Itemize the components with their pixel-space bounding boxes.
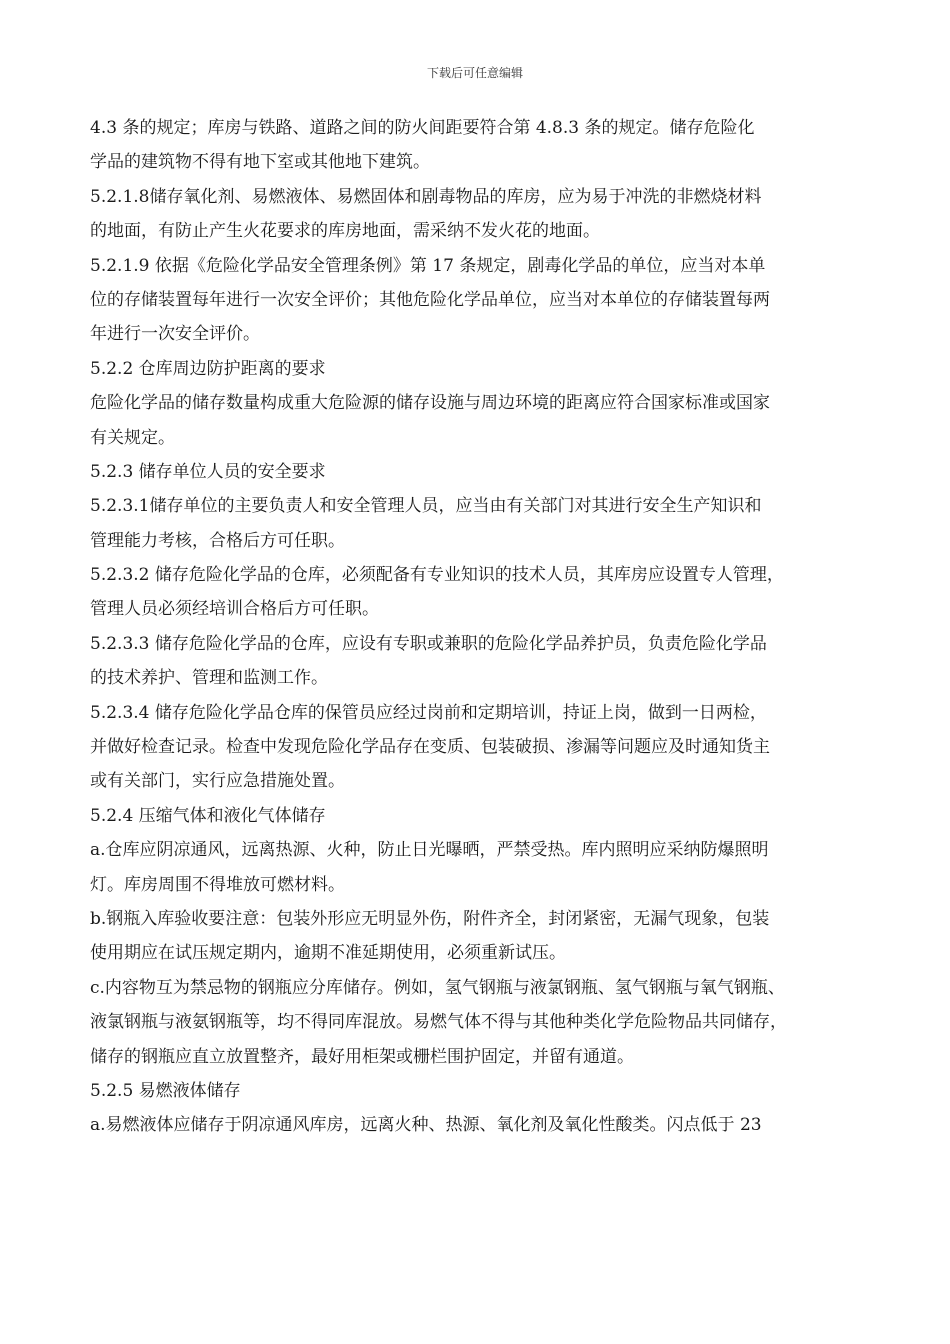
section-heading: 5.2.5 易燃液体储存: [90, 1080, 241, 1101]
text-line: 有关规定。: [90, 427, 175, 448]
text-line: 5.2.1.9 依据《危险化学品安全管理条例》第 17 条规定，剧毒化学品的单位，应当对本单: [90, 255, 766, 276]
text-line: 使用期应在试压规定期内，逾期不准延期使用，必须重新试压。: [90, 943, 566, 964]
text-line: 或有关部门，实行应急措施处置。: [90, 771, 345, 792]
section-heading: 5.2.2 仓库周边防护距离的要求: [90, 358, 326, 379]
text-line: 管理能力考核，合格后方可任职。: [90, 530, 345, 551]
text-line: c.内容物互为禁忌物的钢瓶应分库储存。例如，氢气钢瓶与液氯钢瓶、氢气钢瓶与氧气钢瓶、: [90, 977, 785, 998]
text-line: 并做好检查记录。检查中发现危险化学品存在变质、包装破损、渗漏等问题应及时通知货主: [90, 737, 770, 758]
text-line: 灯。库房周围不得堆放可燃材料。: [90, 874, 345, 895]
text-line: 5.2.3.4 储存危险化学品仓库的保管员应经过岗前和定期培训，持证上岗，做到一日两检，: [90, 702, 767, 723]
text-line: a.仓库应阴凉通风，远离热源、火种，防止日光曝晒，严禁受热。库内照明应采纳防爆照明: [90, 840, 769, 861]
text-line: 5.2.1.8储存氧化剂、易燃液体、易燃固体和剧毒物品的库房，应为易于冲洗的非燃烧材料: [90, 186, 762, 207]
text-line: 4.3 条的规定；库房与铁路、道路之间的防火间距要符合第 4.8.3 条的规定。储存危险化: [90, 118, 755, 138]
text-line: 5.2.3.3 储存危险化学品的仓库，应设有专职或兼职的危险化学品养护员，负责危险化学品: [90, 633, 767, 654]
text-line: 年进行一次安全评价。: [90, 324, 260, 345]
text-line: 的地面，有防止产生火花要求的库房地面，需采纳不发火花的地面。: [90, 221, 600, 242]
section-heading: 5.2.4 压缩气体和液化气体储存: [90, 805, 326, 826]
section-heading: 5.2.3 储存单位人员的安全要求: [90, 461, 326, 482]
text-line: 管理人员必须经培训合格后方可任职。: [90, 599, 379, 620]
document-body: [90, 111, 870, 1143]
text-line: a.易燃液体应储存于阴凉通风库房，远离火种、热源、氧化剂及氧化性酸类。闪点低于 23: [90, 1115, 762, 1136]
text-line: 位的存储装置每年进行一次安全评价；其他危险化学品单位，应当对本单位的存储装置每两: [90, 289, 770, 310]
text-line: 5.2.3.1储存单位的主要负责人和安全管理人员，应当由有关部门对其进行安全生产知识和: [90, 496, 762, 517]
text-line: 液氯钢瓶与液氨钢瓶等，均不得同库混放。易燃气体不得与其他种类化学危险物品共同储存，: [90, 1012, 787, 1033]
text-line: 的技术养护、管理和监测工作。: [90, 668, 328, 689]
text-line: 储存的钢瓶应直立放置整齐，最好用柜架或栅栏围护固定，并留有通道。: [90, 1046, 634, 1067]
text-line: 5.2.3.2 储存危险化学品的仓库，必须配备有专业知识的技术人员，其库房应设置专人管理，: [90, 565, 784, 586]
text-line: 危险化学品的储存数量构成重大危险源的储存设施与周边环境的距离应符合国家标准或国家: [90, 393, 770, 414]
page-header: 下载后可任意编辑: [426, 66, 523, 80]
text-line: b.钢瓶入库验收要注意：包装外形应无明显外伤，附件齐全，封闭紧密，无漏气现象，包装: [90, 908, 770, 929]
text-line: 学品的建筑物不得有地下室或其他地下建筑。: [90, 152, 430, 173]
